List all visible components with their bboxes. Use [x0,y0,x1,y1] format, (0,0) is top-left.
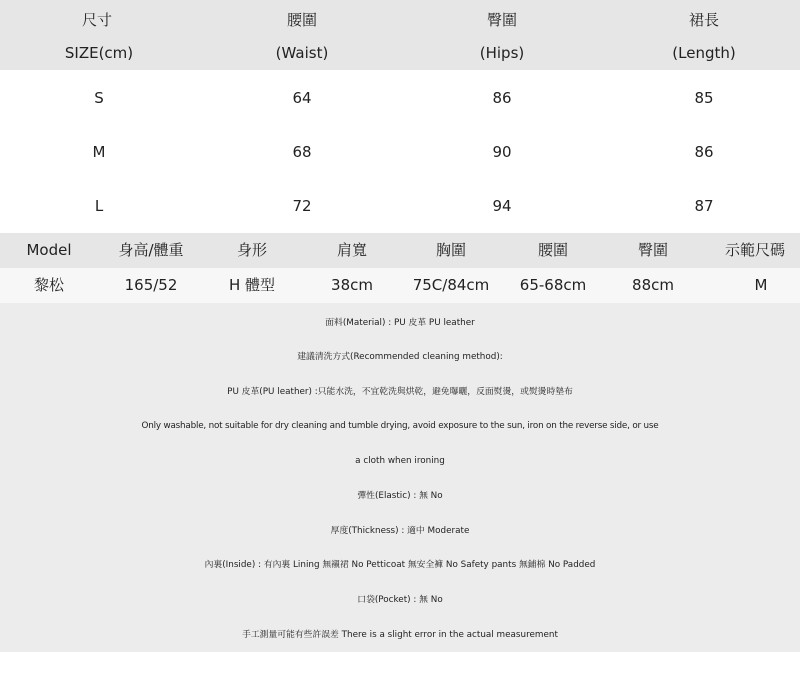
length-cell: 86 [694,143,714,161]
thickness-text: 厚度(Thickness) : 適中 Moderate [330,526,470,536]
model-table-header [0,233,800,268]
height-weight-value: 165/52 [124,276,178,294]
cleaning-zh-text: PU 皮革(PU leather) :只能水洗，不宜乾洗與烘乾，避免曝曬，反面熨燙，或熨燙時墊布 [227,387,573,397]
shoulder-header: 肩寬 [336,241,368,259]
material-text: 面料(Material) : PU 皮革 PU leather [325,318,475,328]
size-header-en: SIZE(cm) [64,44,134,62]
shoulder-value: 38cm [331,276,373,294]
waist-cell: 72 [292,197,312,215]
model-header: Model [26,241,72,259]
waist-cell: 64 [292,89,312,107]
waist-value: 65-68cm [519,276,587,294]
hips-cell: 90 [492,143,512,161]
height-weight-header: 身高/體重 [118,241,184,259]
length-header-en: (Length) [672,44,736,62]
model-table [0,233,800,303]
size-header-zh: 尺寸 [81,11,113,29]
hips-header-en: (Hips) [479,44,525,62]
hips-header: 臀圍 [637,241,669,259]
bust-header: 胸圍 [435,241,467,259]
product-info [0,303,800,652]
hips-value: 88cm [632,276,674,294]
pocket-text: 口袋(Pocket) : 無 No [357,595,443,605]
hips-cell: 86 [492,89,512,107]
measurement-note: 手工測量可能有些許誤差 There is a slight error in the actual measurement [242,630,558,640]
length-header-zh: 裙長 [688,11,720,29]
size-worn-header: 示範尺碼 [724,241,786,259]
elastic-text: 彈性(Elastic) : 無 No [357,491,443,501]
length-cell: 87 [694,197,714,215]
cleaning-en-text: Only washable, not suitable for dry cleaning and tumble drying, avoid exposure to the sun, iron on the reverse side, or use [141,421,659,431]
size-cell: L [94,197,104,215]
cleaning-title: 建議清洗方式(Recommended cleaning method): [297,352,503,362]
waist-cell: 68 [292,143,312,161]
length-cell: 85 [694,89,714,107]
inside-text: 內裏(Inside) : 有內裏 Lining 無襯裙 No Petticoat 無安全褲 No Safety pants 無鋪棉 No Padded [204,560,596,570]
hips-header-zh: 臀圍 [486,11,518,29]
waist-header-en: (Waist) [275,44,329,62]
cleaning-en-text-cont: a cloth when ironing [355,456,445,466]
hips-cell: 94 [492,197,512,215]
size-worn-value: M [754,276,768,294]
bust-value: 75C/84cm [412,276,490,294]
size-table-header [0,0,800,70]
body-shape-header: 身形 [236,241,268,259]
size-cell: M [92,143,106,161]
table-row [0,268,800,303]
size-table-body [0,70,800,233]
body-shape-value: H 體型 [228,276,276,294]
waist-header-zh: 腰圍 [286,11,318,29]
model-name: 黎松 [33,276,65,294]
size-cell: S [94,89,104,107]
waist-header: 腰圍 [537,241,569,259]
